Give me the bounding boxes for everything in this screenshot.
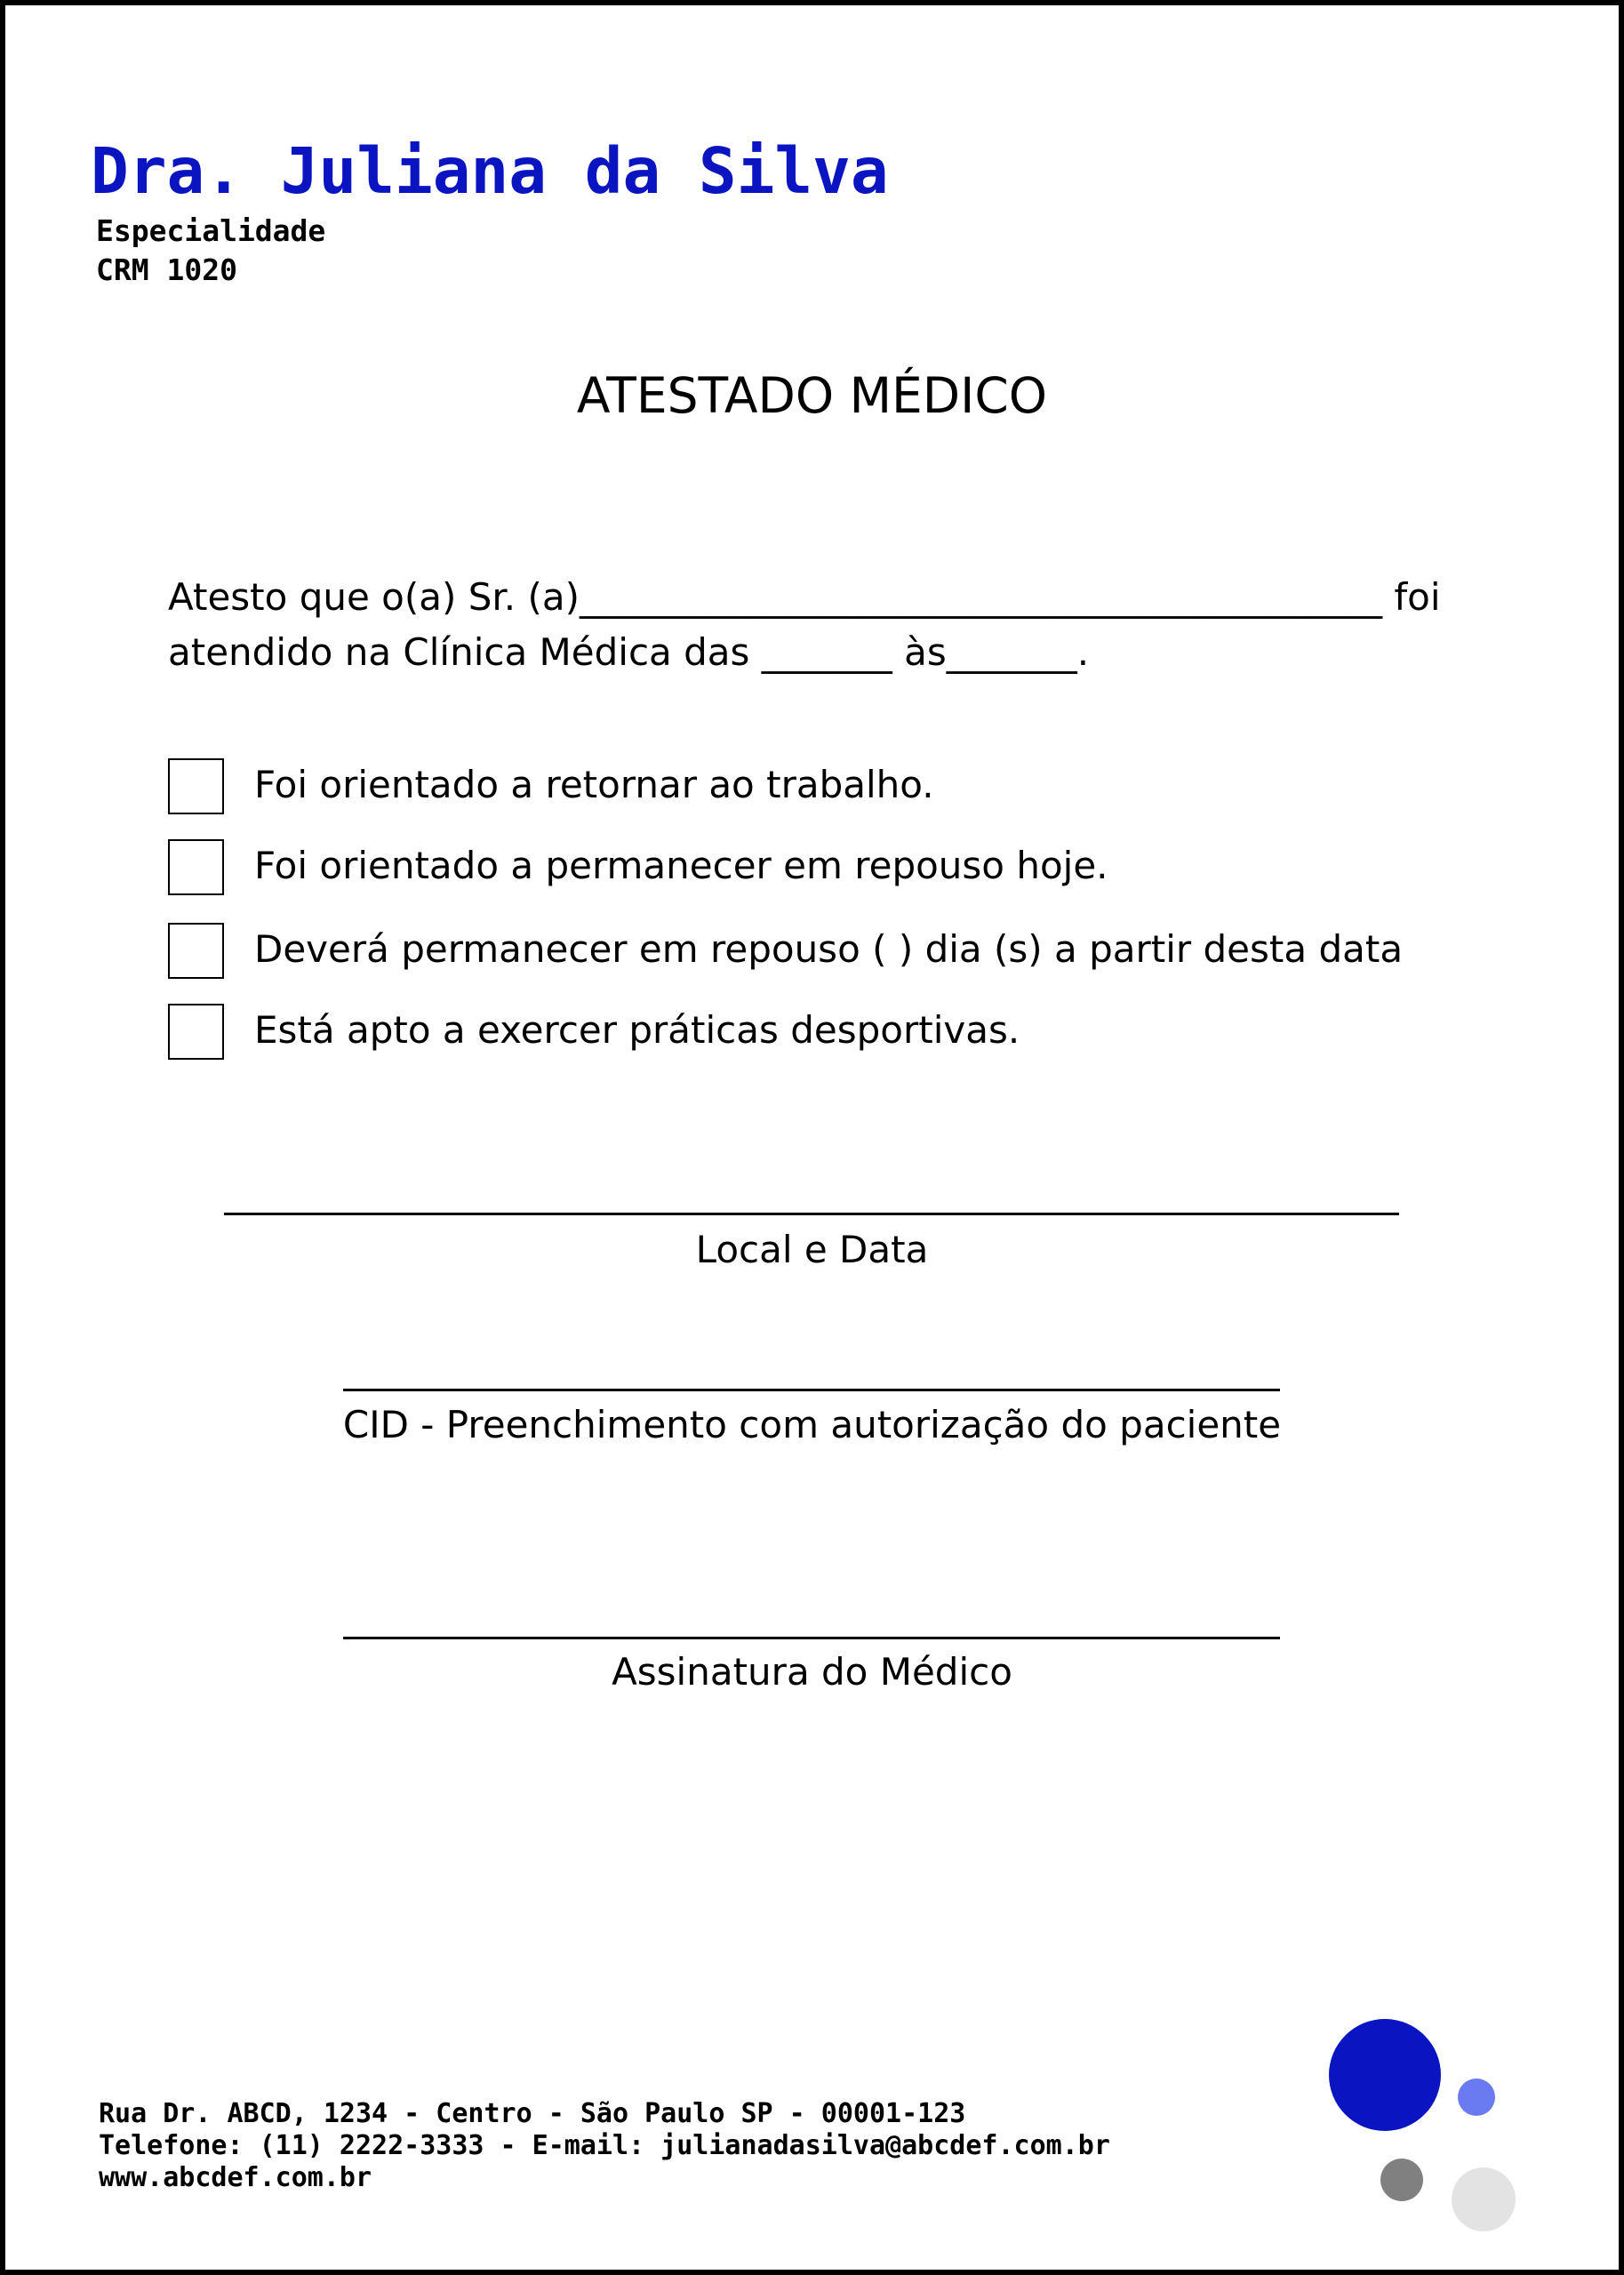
local-date-line xyxy=(224,1213,1399,1215)
option-label: Foi orientado a retornar ao trabalho. xyxy=(254,763,934,806)
attest-line-time: atendido na Clínica Médica das _______ às_______. xyxy=(168,630,1090,674)
doctor-crm: CRM 1020 xyxy=(96,252,237,287)
checkbox[interactable] xyxy=(168,839,224,895)
footer-address: Rua Dr. ABCD, 1234 - Centro - São Paulo SP - 00001-123 xyxy=(99,2098,966,2129)
decorative-circle-large-blue xyxy=(1329,2019,1441,2131)
checkbox[interactable] xyxy=(168,923,224,979)
footer-contact: Telefone: (11) 2222-3333 - E-mail: julianadasilva@abcdef.com.br xyxy=(99,2130,1110,2161)
local-date-caption: Local e Data xyxy=(695,1228,929,1271)
document-title: ATESTADO MÉDICO xyxy=(576,367,1048,424)
decorative-circle-small-blue xyxy=(1458,2079,1495,2116)
doctor-specialty: Especialidade xyxy=(96,213,326,248)
cid-caption: CID - Preenchimento com autorização do paciente xyxy=(342,1403,1282,1446)
option-label: Está apto a exercer práticas desportivas. xyxy=(254,1008,1020,1052)
doctor-signature-caption: Assinatura do Médico xyxy=(612,1650,1012,1694)
checkbox[interactable] xyxy=(168,758,224,814)
doctor-signature-line xyxy=(343,1637,1280,1639)
cid-line xyxy=(343,1389,1280,1391)
decorative-circle-light-gray xyxy=(1452,2167,1516,2231)
checkbox[interactable] xyxy=(168,1004,224,1060)
option-label: Foi orientado a permanecer em repouso hoje. xyxy=(254,844,1108,887)
decorative-circle-gray xyxy=(1380,2159,1423,2201)
option-label: Deverá permanecer em repouso ( ) dia (s) a partir desta data xyxy=(254,927,1404,971)
attest-line-patient: Atesto que o(a) Sr. (a)___________________________________________ foi xyxy=(168,575,1441,619)
doctor-meta xyxy=(96,212,325,290)
footer-website: www.abcdef.com.br xyxy=(99,2162,372,2193)
doctor-name: Dra. Juliana da Silva xyxy=(91,134,889,208)
